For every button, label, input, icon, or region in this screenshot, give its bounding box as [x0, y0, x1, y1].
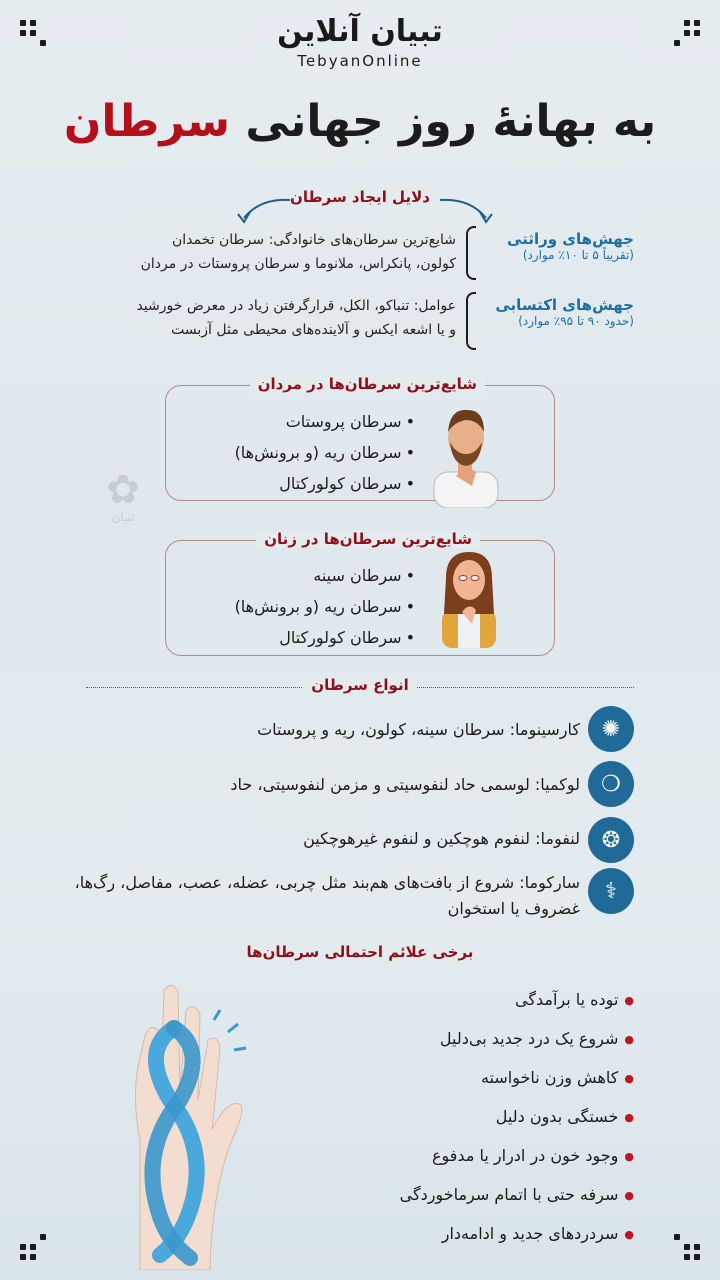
types-heading: انواع سرطان [0, 676, 720, 694]
list-item: • سرطان سینه [235, 560, 415, 591]
arrows-icon [230, 192, 500, 228]
inherited-label: جهش‌های وراثتی [507, 230, 634, 248]
women-list [235, 560, 415, 653]
cell-icon: ✺ [588, 706, 634, 752]
brand-logo-en: TebyanOnline [297, 52, 423, 70]
woman-avatar [436, 548, 502, 648]
women-heading: شایع‌ترین سرطان‌ها در زنان [256, 530, 480, 548]
title-part1: به بهانۀ روز جهانی [245, 96, 657, 147]
list-item: • سرطان کولورکتال [235, 468, 415, 499]
man-avatar [426, 402, 506, 508]
corner-ornament [20, 1234, 46, 1260]
symptoms-heading: برخی علائم احتمالی سرطان‌ها [0, 943, 720, 961]
inherited-desc: شایع‌ترین سرطان‌های خانوادگی: سرطان تخمدان کولون، پانکراس، ملانوما و سرطان پروستات در مردان [140, 232, 456, 272]
type-carcinoma: کارسینوما: سرطان سینه، کولون، ریه و پروستات [257, 720, 580, 739]
blood-drop-icon: ❍ [588, 761, 634, 807]
list-item: • سرطان ریه (و برونش‌ها) [235, 591, 415, 622]
symptom-item: ● خستگی بدون دلیل [304, 1107, 634, 1126]
corner-ornament [674, 1234, 700, 1260]
causes-heading: دلایل ایجاد سرطان [0, 188, 720, 206]
symptom-item: ● وجود خون در ادرار یا مدفوع [304, 1146, 634, 1165]
type-sarcoma: سارکوما: شروع از بافت‌های هم‌بند مثل چربی، عضله، عصب، مفاصل، رگ‌ها، غضروف یا استخوان [74, 873, 580, 918]
symptom-item: ● سردردهای جدید و ادامه‌دار [304, 1224, 634, 1243]
acquired-label: جهش‌های اکتسابی [495, 296, 634, 314]
men-heading: شایع‌ترین سرطان‌ها در مردان [250, 375, 485, 393]
brace [466, 226, 476, 280]
acquired-desc: عوامل: تنباکو، الکل، قرارگرفتن زیاد در معرض خورشید و یا اشعه ایکس و آلاینده‌های محیطی مثل آزبست [136, 298, 456, 338]
title-part2: سرطان [63, 96, 231, 147]
watermark: ✿ تبیان [106, 467, 140, 524]
list-item: • سرطان ریه (و برونش‌ها) [235, 437, 415, 468]
acquired-sub: (حدود ۹۰ تا ۹۵٪ موارد) [518, 314, 634, 328]
symptom-item: ● شروع یک درد جدید بی‌دلیل [304, 1029, 634, 1048]
type-leukemia: لوکمیا: لوسمی حاد لنفوسیتی و مزمن لنفوسیتی، حاد [230, 775, 580, 794]
list-item: • سرطان کولورکتال [235, 622, 415, 653]
symptom-item: ● سرفه حتی با اتمام سرماخوردگی [304, 1185, 634, 1204]
type-lymphoma: لنفوما: لنفوم هوچکین و لنفوم غیرهوچکین [303, 829, 580, 848]
inherited-label-block [494, 230, 634, 262]
lymph-icon: ❂ [588, 817, 634, 863]
page-title [0, 96, 720, 147]
bone-icon: ⚕ [588, 868, 634, 914]
brand-logo-fa: تبیان آنلاین [277, 14, 443, 49]
men-list [235, 406, 415, 499]
brace [466, 292, 476, 350]
inherited-sub: (تقریباً ۵ تا ۱۰٪ موارد) [522, 248, 634, 262]
symptom-item: ● توده یا برآمدگی [304, 990, 634, 1009]
symptom-item: ● کاهش وزن ناخواسته [304, 1068, 634, 1087]
acquired-label-block [494, 296, 634, 328]
list-item: • سرطان پروستات [235, 406, 415, 437]
ribbon-hand-illustration [100, 980, 260, 1270]
